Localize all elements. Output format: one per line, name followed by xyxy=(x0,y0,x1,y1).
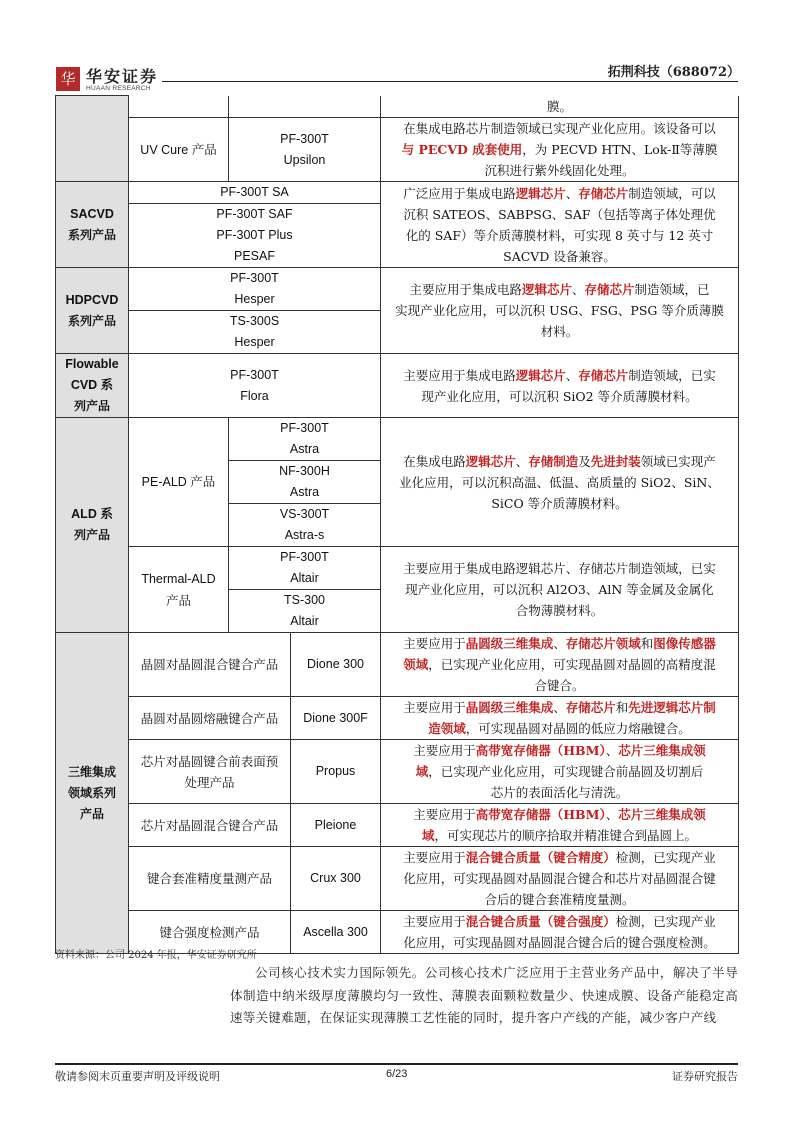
table-row xyxy=(56,633,739,697)
category-cell: HDPCVD 系列产品 xyxy=(56,268,129,354)
model-cell: PF-300T Upsilon xyxy=(229,118,381,182)
category-cell: 三维集成 领域系列 产品 xyxy=(56,633,129,954)
model-cell: VS-300T Astra-s xyxy=(229,504,381,547)
model-cell xyxy=(229,96,381,118)
model-cell: PF-300T Flora xyxy=(129,354,381,418)
footer-disclaimer: 敬请参阅末页重要声明及评级说明 xyxy=(55,1070,220,1083)
table-row xyxy=(56,847,739,911)
category-cell xyxy=(56,96,129,182)
company-logo-text: 华安证券 xyxy=(86,67,159,86)
company-logo-subtext: HUAAN RESEARCH xyxy=(86,85,151,92)
model-cell: NF-300H Astra xyxy=(229,461,381,504)
sub-cell xyxy=(129,96,229,118)
table-row xyxy=(56,418,739,461)
model-cell: TS-300S Hesper xyxy=(129,311,381,354)
sub-cell: 键合套准精度量测产品 xyxy=(129,847,291,911)
header-rule xyxy=(162,81,738,82)
body-paragraph: 公司核心技术实力国际领先。公司核心技术广泛应用于主营业务产品中，解决了半导体制造中纳米级厚度薄膜均匀一致性、薄膜表面颗粒数量少、快速成膜、设备产能稳定高速等关键难题，在保证实现薄膜工艺性能的同时，提升客户产线的产能，减少客户产线 xyxy=(230,965,738,1025)
sub-cell: UV Cure 产品 xyxy=(129,118,229,182)
desc-cell: 主要应用于集成电路逻辑芯片、存储芯片制造领域，已实 现产业化应用，可以沉积 Al2O3、AlN 等金属及金属化 合物薄膜材料。 xyxy=(381,547,739,633)
model-cell: PF-300T Hesper xyxy=(129,268,381,311)
model-cell: PF-300T Astra xyxy=(229,418,381,461)
desc-cell: 主要应用于高带宽存储器（HBM）、芯片三维集成领 域，已实现产业化应用，可实现键合前晶圆及切割后 芯片的表面活化与清洗。 xyxy=(381,740,739,804)
table-row xyxy=(56,804,739,847)
footer-report-type: 证券研究报告 xyxy=(672,1070,738,1083)
desc-cell: 主要应用于高带宽存储器（HBM）、芯片三维集成领 域，可实现芯片的顺序拾取并精准键合到晶圆上。 xyxy=(381,804,739,847)
model-cell: Pleione xyxy=(291,804,381,847)
page-number: 6/23 xyxy=(386,1068,408,1080)
desc-cell: 在集成电路芯片制造领域已实现产业化应用。该设备可以 与 PECVD 成套使用，为 PECVD HTN、Lok-Ⅱ等薄膜 沉积进行紫外线固化处理。 xyxy=(381,118,739,182)
product-table xyxy=(55,95,739,954)
sub-cell: 芯片对晶圆混合键合产品 xyxy=(129,804,291,847)
table-row xyxy=(56,268,739,311)
table-row xyxy=(56,697,739,740)
footer-rule xyxy=(55,1063,738,1065)
model-cell: PF-300T SAF PF-300T Plus PESAF xyxy=(129,204,381,268)
sub-cell: PE-ALD 产品 xyxy=(129,418,229,547)
desc-cell: 在集成电路逻辑芯片、存储制造及先进封装领域已实现产 业化应用，可以沉积高温、低温、高质量的 SiO2、SiN、 SiCO 等介质薄膜材料。 xyxy=(381,418,739,547)
table-source-note: 资料来源：公司 2024 年报，华安证券研究所 xyxy=(55,950,257,961)
model-cell: TS-300 Altair xyxy=(229,590,381,633)
desc-cell: 主要应用于混合键合质量（键合精度）检测，已实现产业 化应用，可实现晶圆对晶圆混合键合和芯片对晶圆混合键 合后的键合套准精度量测。 xyxy=(381,847,739,911)
category-cell: SACVD 系列产品 xyxy=(56,182,129,268)
table-row xyxy=(56,96,739,118)
sub-cell: Thermal-ALD 产品 xyxy=(129,547,229,633)
table-row xyxy=(56,354,739,418)
desc-cell: 主要应用于集成电路逻辑芯片、存储芯片制造领域，已 实现产业化应用，可以沉积 USG、FSG、PSG 等介质薄膜 材料。 xyxy=(381,268,739,354)
desc-cell: 主要应用于晶圆级三维集成、存储芯片和先进逻辑芯片制 造领域，可实现晶圆对晶圆的低应力熔融键合。 xyxy=(381,697,739,740)
model-cell: Dione 300 xyxy=(291,633,381,697)
model-cell: Propus xyxy=(291,740,381,804)
sub-cell: 晶圆对晶圆混合键合产品 xyxy=(129,633,291,697)
sub-cell: 键合强度检测产品 xyxy=(129,911,291,954)
desc-cell: 主要应用于晶圆级三维集成、存储芯片领域和图像传感器 领域，已实现产业化应用，可实现晶圆对晶圆的高精度混 合键合。 xyxy=(381,633,739,697)
table-row xyxy=(56,182,739,204)
model-cell: Ascella 300 xyxy=(291,911,381,954)
company-logo-mark: 华 xyxy=(56,67,80,91)
table-row xyxy=(56,547,739,590)
report-title: 拓荆科技（688072） xyxy=(607,65,740,80)
sub-cell: 芯片对晶圆键合前表面预 处理产品 xyxy=(129,740,291,804)
model-cell: PF-300T SA xyxy=(129,182,381,204)
sub-cell: 晶圆对晶圆熔融键合产品 xyxy=(129,697,291,740)
desc-cell: 广泛应用于集成电路逻辑芯片、存储芯片制造领域，可以 沉积 SATEOS、SABPSG、SAF（包括等离子体处理优 化的 SAF）等介质薄膜材料，可实现 8 英寸与 12 英寸 SACVD 设备兼容。 xyxy=(381,182,739,268)
model-cell: Dione 300F xyxy=(291,697,381,740)
category-cell: ALD 系 列产品 xyxy=(56,418,129,633)
table-row xyxy=(56,740,739,804)
model-cell: Crux 300 xyxy=(291,847,381,911)
category-cell: Flowable CVD 系 列产品 xyxy=(56,354,129,418)
desc-cell: 膜。 xyxy=(381,96,739,118)
desc-cell: 主要应用于集成电路逻辑芯片、存储芯片制造领域，已实 现产业化应用，可以沉积 SiO2 等介质薄膜材料。 xyxy=(381,354,739,418)
desc-cell: 主要应用于混合键合质量（键合强度）检测，已实现产业 化应用，可实现晶圆对晶圆混合键合后的键合强度检测。 xyxy=(381,911,739,954)
model-cell: PF-300T Altair xyxy=(229,547,381,590)
table-row xyxy=(56,118,739,182)
